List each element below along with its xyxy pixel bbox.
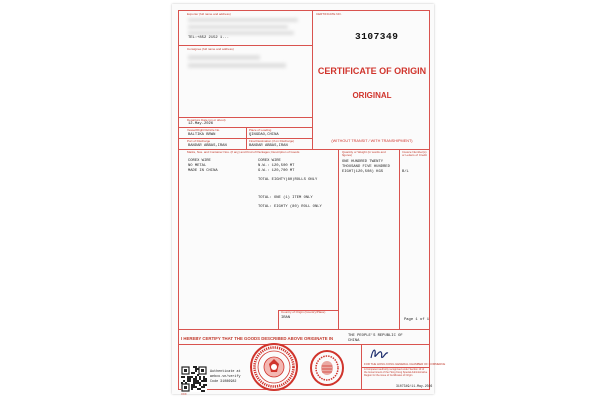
invoice-label: Invoice Number(s) or Letters of Credit xyxy=(402,150,427,158)
marks-line-3: MADE IN CHINA xyxy=(188,169,218,173)
signature-icon xyxy=(368,346,390,362)
vessel-value: BALTIKA BRWN xyxy=(188,133,216,137)
departure-date: 12-May-2026 xyxy=(188,122,214,126)
certificate-number: 3107349 xyxy=(355,31,399,42)
marks-line-2: NO METAL xyxy=(188,164,207,168)
authorised-signatory: FOR THE HONG KONG GENERAL CHAMBER OF COMMERCE xyxy=(364,362,446,366)
qr-text-line-2: webco.vn/verify xyxy=(210,375,241,379)
qr-text-line-3: Code 31086982 xyxy=(210,380,237,384)
certificate-no-label: CERTIFICATE NO. xyxy=(316,12,342,16)
totals-line-1: TOTAL: ONE (1) ITEM ONLY xyxy=(258,196,313,200)
marks-line-1: COREX WIRE xyxy=(188,159,211,163)
origin-box-left xyxy=(278,310,279,329)
certification-statement: I HEREBY CERTIFY THAT THE GOODS DESCRIBED ABOVE ORIGINATE IN xyxy=(181,336,334,341)
totals-line-3: TOTAL: EIGHTY (80) ROLL ONLY xyxy=(258,205,322,209)
vessel-label: Vessel/Flight/Vehicle No. xyxy=(187,128,221,132)
goods-label: Marks, Nos. and Container Nos. (if any) and Kind of Packages; Description of Goods xyxy=(187,150,300,154)
invoice-value: B/L xyxy=(402,170,409,174)
origin-value: IRAN xyxy=(281,316,291,320)
chamber-seal-icon xyxy=(249,342,299,392)
quantity-line-1: ONE HUNDRED TWENTY xyxy=(342,160,384,164)
exporter-address2-redacted xyxy=(188,31,294,35)
divider-certify-stamps xyxy=(178,344,430,345)
exporter-tel: TEL:+852 2152 1... xyxy=(188,36,230,40)
quantity-line-2: THOUSAND FIVE HUNDRED xyxy=(342,165,390,169)
transit-note: (WITHOUT TRANSIT / WITH TRANSHIPMENT) xyxy=(331,139,413,143)
consignee-name-redacted xyxy=(188,55,260,60)
description-line-1: COREX WIRE xyxy=(258,159,281,163)
page-info: Page 1 of 1 xyxy=(404,318,430,322)
footer-reference: 3107349/11-May-2026 xyxy=(396,384,433,388)
qr-text-line-1: Authenticate at xyxy=(210,370,241,374)
exporter-address-redacted xyxy=(188,25,288,29)
final-destination-label: Final Destination (if on Discharge) xyxy=(249,139,295,143)
consignee-label: Consignee (full name and address) xyxy=(187,47,234,51)
authority-seal-icon xyxy=(308,348,346,388)
divider-vertical-top xyxy=(312,10,313,150)
footer-note: A Competent authority recognised under Section 10 of the Government of the Hong Kong Special Administrative Region for the issue of Certificates of Origin xyxy=(364,368,428,377)
description-line-2: N.W.: 120,500 MT xyxy=(258,164,295,168)
exporter-label: Exporter (full name and address) xyxy=(187,12,231,16)
origin-label: Country of Origin (Country/Place) xyxy=(281,310,326,314)
origin-country-line-1: THE PEOPLE'S REPUBLIC OF xyxy=(348,334,403,338)
divider-goods-certify xyxy=(178,329,430,330)
divider-quantity-invoice xyxy=(399,149,400,329)
divider-goods-quantity xyxy=(338,149,339,329)
exporter-name-redacted xyxy=(188,18,298,22)
quantity-line-3: EIGHT(120,508) KGS xyxy=(342,170,384,174)
qr-code-icon xyxy=(181,366,207,392)
divider-vessel-loading xyxy=(246,127,247,149)
place-of-loading-label: Place of Loading xyxy=(249,128,272,132)
certificate-subtitle: ORIGINAL xyxy=(352,91,392,100)
port-of-discharge-value: BANDAR ABBAS,IRAN xyxy=(188,144,227,148)
place-of-loading-value: QINGDAO,CHINA xyxy=(249,133,279,137)
quantity-label: Quantity or Weight (in words and figures) xyxy=(342,150,386,158)
description-line-3: G.W.: 120,700 MT xyxy=(258,169,295,173)
bottom-mark: XXX xyxy=(181,392,187,396)
port-of-discharge-label: Port of Discharge xyxy=(187,139,211,143)
final-destination-value: BANDAR ABBAS,IRAN xyxy=(249,144,288,148)
divider-exporter-consignee xyxy=(178,45,312,46)
description-line-5: TOTAL EIGHTY(80)ROLLS ONLY xyxy=(258,178,318,182)
departure-date-label: Departure Date (on or about) xyxy=(187,118,226,122)
origin-country-line-2: CHINA xyxy=(348,339,360,343)
consignee-address-redacted xyxy=(188,63,286,68)
certificate-title: CERTIFICATE OF ORIGIN xyxy=(317,66,427,76)
